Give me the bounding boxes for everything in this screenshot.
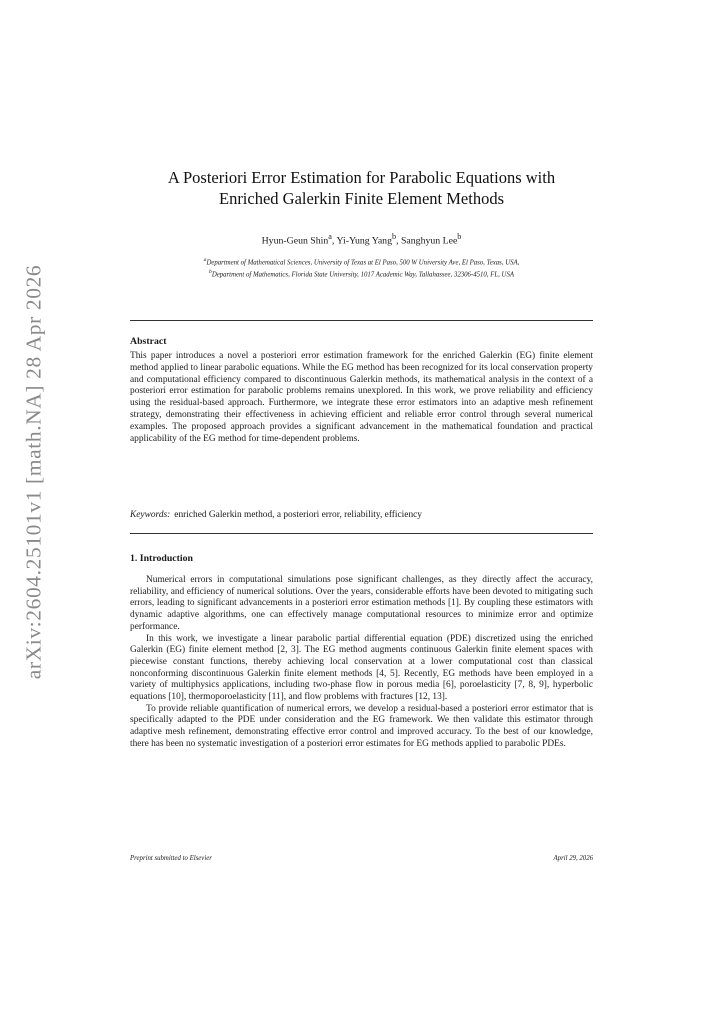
abstract-text: This paper introduces a novel a posteriori error estimation framework for the enriched Galerkin (EG) finite element method applied to linear parabolic equations. While the EG method has been recognized for its local conservation property and computational efficiency compared to discontinuous Galerkin methods, its mathematical analysis in the context of a posteriori error estimation for parabolic problems remains unexplored. In this work, we prove reliability and efficiency using the residual-based approach. Furthermore, we integrate these error estimators into an adaptive mesh refinement strategy, demonstrating their effectiveness in achieving efficient and reliable error control through several numerical examples. The proposed approach provides a significant advancement in the mathematical foundation and practical applicability of the EG method for time-dependent problems. <box>130 351 593 444</box>
affiliation-line <box>118 256 605 268</box>
footer-preprint-note: Preprint submitted to Elsevier <box>130 855 212 862</box>
arxiv-identifier-stamp: arXiv:2604.25101v1 [math.NA] 28 Apr 2026 <box>21 264 46 680</box>
affiliation-mark: a <box>203 257 207 263</box>
author-list: Hyun-Geun Shin$^a$, Yi-Yung Yang$^b$, Sanghyun Lee$^b$ <box>261 232 462 247</box>
abstract-top-rule <box>130 320 593 321</box>
author-name: Hyun-Geun Shin <box>261 235 329 247</box>
author-name: Sanghyun Lee <box>400 235 458 247</box>
paragraph: Numerical errors in computational simulations pose significant challenges, as they directly affect the accuracy, reliability, and efficiency of numerical solutions. Over the years, considerable efforts have been devoted to mitigating such errors, leading to significant advancements in a posteriori error estimation methods [1]. By coupling these estimators with dynamic adaptive algorithms, one can effectively manage computational resources to minimize error and optimize performance. <box>130 575 593 632</box>
footer-date: April 29, 2026 <box>553 855 593 862</box>
affiliation-text: Department of Mathematics, Florida State University, 1017 Academic Way, Tallahassee, 32306-4510, FL, USA <box>211 271 514 279</box>
affiliation-mark: b <box>208 268 212 275</box>
keywords-label: Keywords: <box>130 510 171 520</box>
paper-title-line-1: A Posteriori Error Estimation for Parabolic Equations with <box>167 168 556 187</box>
paper-title <box>130 167 593 209</box>
affiliation-line <box>118 268 605 280</box>
paper-title-line-2: Enriched Galerkin Finite Element Methods <box>218 189 504 208</box>
author-name: Yi-Yung Yang <box>336 235 392 247</box>
keywords-text: enriched Galerkin method, a posteriori error, reliability, efficiency <box>174 510 422 520</box>
section-heading: 1. Introduction <box>130 553 193 564</box>
paragraph: To provide reliable quantification of numerical errors, we develop a residual-based a posteriori error estimator that is specifically adapted to the PDE under consideration and the EG framework. We then validate this estimator through adaptive mesh refinement, demonstrating effective error control and improved accuracy. To the best of our knowledge, there has been no systematic investigation of a posteriori error estimates for EG methods applied to parabolic PDEs. <box>130 703 593 749</box>
author-affiliation-mark: b <box>457 232 462 241</box>
affiliations <box>118 256 605 280</box>
introduction-body <box>130 575 593 751</box>
abstract-heading: Abstract <box>130 336 167 347</box>
author-affiliation-mark: a <box>328 232 332 241</box>
affiliation-text: Department of Mathematical Sciences, University of Texas at El Paso, 500 W University Ave, El Paso, Texas, USA, <box>206 259 520 267</box>
keywords <box>130 510 593 522</box>
paragraph: In this work, we investigate a linear parabolic partial differential equation (PDE) discretized using the enriched Galerkin (EG) finite element method [2, 3]. The EG method augments continuous Galerkin finite element spaces with piecewise constant functions, thereby achieving local conservation at a lower computational cost than classical nonconforming discontinuous Galerkin finite element methods [4, 5]. Recently, EG methods have been employed in a variety of multiphysics applications, including two-phase flow in porous media [6], poroelasticity [7, 8, 9], hyperbolic equations [10], thermoporoelasticity [11], and flow problems with fractures [12, 13]. <box>130 633 593 703</box>
abstract-bottom-rule <box>130 533 593 534</box>
author-affiliation-mark: b <box>391 232 397 241</box>
